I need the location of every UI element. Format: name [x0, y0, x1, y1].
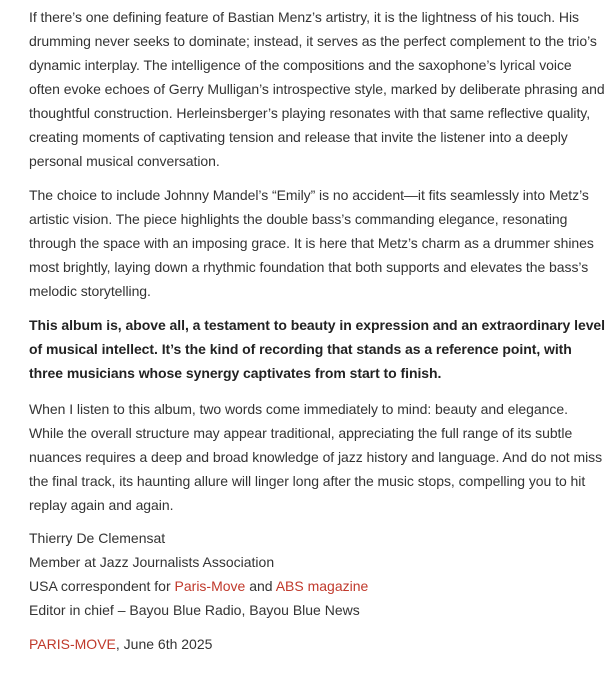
- correspondent-and: and: [245, 578, 276, 594]
- paragraph-conclusion: When I listen to this album, two words come immediately to mind: beauty and elegance. While the overall structure may appear traditional, appreciating the full range of its subtle nuances requires a deep and broad knowledge of jazz history and language. And do not miss the final track, its haunting allure will linger long after the music stops, compelling you to hit replay again and again.: [29, 401, 603, 513]
- paris-move-source-link[interactable]: PARIS-MOVE: [29, 636, 116, 652]
- abs-magazine-link[interactable]: ABS magazine: [275, 578, 369, 594]
- correspondent-prefix: USA correspondent for: [29, 578, 175, 594]
- paris-move-link[interactable]: Paris-Move: [174, 578, 246, 594]
- author-editor-line: Editor in chief – Bayou Blue Radio, Bayou Blue News: [29, 602, 360, 618]
- author-correspondent-line: [29, 574, 605, 598]
- author-signature: [29, 526, 605, 622]
- publication-date: , June 6th 2025: [115, 636, 213, 652]
- author-membership: Member at Jazz Journalists Association: [29, 554, 275, 570]
- author-name: Thierry De Clemensat: [29, 530, 166, 546]
- paragraph-bastian-menz: If there’s one defining feature of Bastian Menz’s artistry, it is the lightness of his touch. His drumming never seeks to dominate; instead, it serves as the perfect complement to the trio’s dynamic interplay. The intelligence of the compositions and the saxophone’s lyrical voice often evoke echoes of Gerry Mulligan’s introspective style, marked by deliberate phrasing and thoughtful construction. Herleinsberger’s playing resonates with that same reflective quality, creating moments of captivating tension and release that invite the listener into a deeply personal musical conversation.: [29, 9, 605, 169]
- dateline: [29, 632, 605, 656]
- paragraph-emily: The choice to include Johnny Mandel’s “Emily” is no accident—it fits seamlessly into Metz’s artistic vision. The piece highlights the double bass’s commanding elegance, resonating through the space with an imposing grace. It is here that Metz’s charm as a drummer shines most brightly, laying down a rhythmic foundation that both supports and elevates the bass’s melodic storytelling.: [29, 187, 594, 299]
- paragraph-highlight-bold: This album is, above all, a testament to beauty in expression and an extraordinary level of musical intellect. It’s the kind of recording that stands as a reference point, with three musicians whose synergy captivates from start to finish.: [29, 317, 606, 381]
